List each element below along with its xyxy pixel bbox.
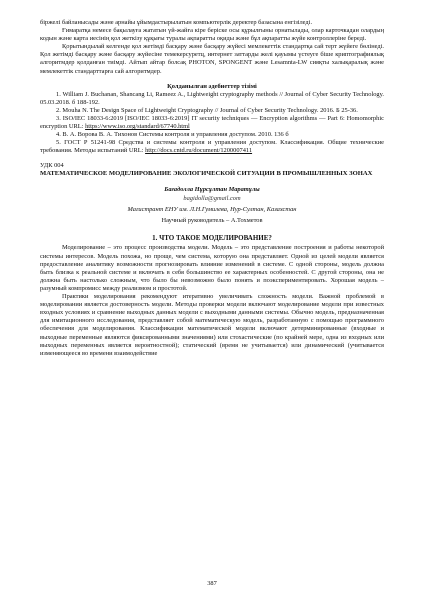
top-body: [40, 19, 384, 76]
top-paragraph-3: Қорытындылай келгенде қол жетімді басқару және басқару жүйесі мемлекеттік стандартқа сай терт жүйеге бөлінеді. Қол жетімді басқару және басқару жүйесіне темекерсуретц, интернет заттарды желі қауымы үстеуге біше криптографиялық алгоритмдер қолданған тиімді. Айтып айтар болсақ PHOTON, SPONGENT және Lesamnta-LW сияқты халықаралық және мемлекеттік стандарттарға сай алгоритмдер.: [40, 43, 384, 75]
top-paragraph-2: Ғимаратқа немесе бақылауға жататын үй-жайға кіре беріске осы құрылғыны орнатылады, олар карточкадан олардың кодын және карта иесінің қол жеткізу құқығы туралы ақпаратты оқиды және бұл ақпаратты жүйе контроллеріне береді.: [40, 27, 384, 43]
main-body: [40, 244, 384, 357]
reference-item: 4. В. А. Ворова В. А. Тихонов Системы контроля и управления доступом. 2010. 136 б: [56, 131, 289, 139]
references-title: Қолданылған әдебиеттер тізімі: [167, 82, 257, 90]
reference-item: 1. William J. Buchanan, Shancang Li, Rameez A., Lightweight cryptography methods // Journal of Cyber Security Technology. 05.03.2018. б 188-192.: [40, 90, 384, 106]
reference-item: 5. ГОСТ Р 51241-98 Средства и системы контроля и управления доступом. Классификация. Общие технические требования. Методы испытаний URL: http://docs.cntd.ru/document/1200007411: [40, 139, 384, 155]
page-number: 387: [207, 580, 217, 587]
reference-link[interactable]: http://docs.cntd.ru/document/1200007411: [145, 147, 253, 155]
reference-link[interactable]: https://www.iso.org/standard/67740.html: [85, 123, 190, 131]
author-name: Бағадолла Нұрсұлтан Маратұлы: [164, 186, 260, 193]
references-list: [40, 91, 384, 156]
scientific-advisor: Научный руководитель – А.Тохметов: [161, 217, 263, 225]
body-paragraph-2: Практики моделирования рекомендуют итеративно увеличивать сложность модели. Важной проблемой в моделировании является достоверность модели. Методы проверки модели включают моделирование модели при известных входных условиях и сравнение выходных данных модели с выходными данными системы. Обычно модель, предназначенная для имитационного исследования, представляет собой математическую модель, разработанную с помощью программного обеспечения для моделирования. Классификации математической модели включают детерминированные (входные и выходные переменные являются фиксированными значениями) или стохастические (по крайней мере, одна из входных или выходных переменных является вероятностной); статический (время не учитывается) или динамический (учитывается изменяющееся во времени взаимодействие: [40, 293, 384, 357]
reference-item: 3. ISO/IEC 18033-6:2019 [ISO/IEC 18033-6:2019] IT security techniques — Encryption algorithms — Part 6: Homomorphic encryption URL: https://www.iso.org/standard/67740.html: [40, 115, 384, 131]
author-affiliation: Магистрант ЕНУ им. Л.Н.Гумилева, Нур-Султан, Казахстан: [127, 206, 297, 214]
author-email: bagidolla@gmail.com: [183, 195, 241, 203]
section-heading: 1. ЧТО ТАКОЕ МОДЕЛИРОВАНИЕ?: [152, 234, 272, 243]
udc-code: УДК 004: [40, 161, 64, 169]
body-paragraph-1: Моделирование – это процесс производства модели. Модель – это представление построения и работы некоторой системы интересов. Модель похожа, но проще, чем система, которую она представляет. Одной из целей модели является предоставление аналитику возможности прогнозировать влияние изменений в системе. С одной стороны, модель должна быть близка к реальной системе и включать в себя большинство ее характерных особенностей. С другой стороны, она не должна быть настолько сложным, что было бы невозможно было понять и поэкспериментировать. Хорошая модель – разумный компромисс между реализмом и простотой.: [40, 244, 384, 292]
reference-item: 2. Mouha N. The Design Space of Lightweight Cryptography // Journal of Cyber Security Technology. 2016. Б 25-36.: [56, 106, 358, 114]
top-paragraph-1: біржелі байланысады және арнайы ұйымдастырылатын компьютерлік деректер базасына енгізіледі.: [40, 19, 313, 26]
article-title: МАТЕМАТИЧЕСКОЕ МОДЕЛИРОВАНИЕ ЭКОЛОГИЧЕСКОЙ СИТУАЦИИ В ПРОМЫШЛЕННЫХ ЗОНАХ: [40, 169, 373, 177]
